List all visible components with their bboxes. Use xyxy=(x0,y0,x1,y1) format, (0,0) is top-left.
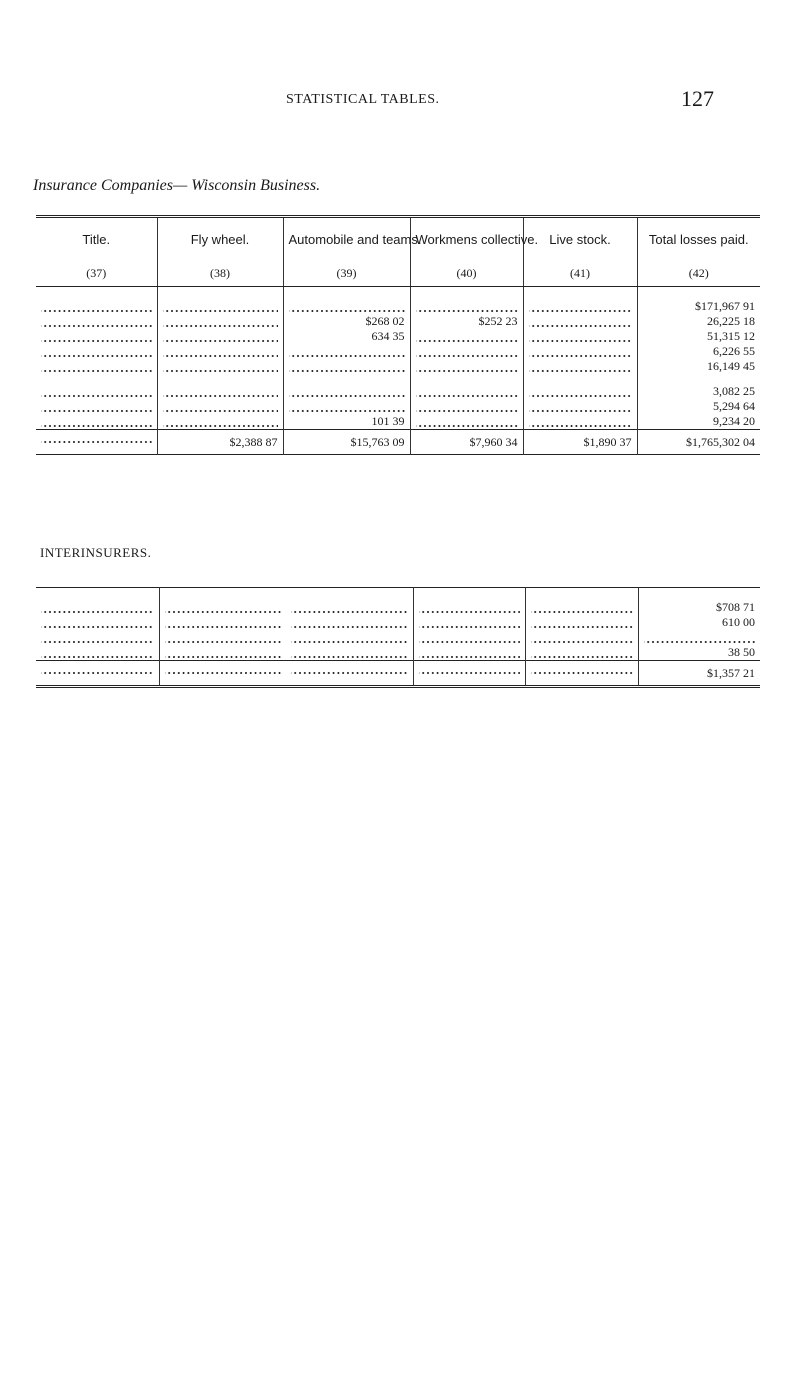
col-header-automobile: Automobile and teams. xyxy=(283,217,410,261)
totals-row xyxy=(36,430,760,455)
insurance-companies-table xyxy=(36,215,760,455)
table-row xyxy=(36,299,760,314)
col-number-41: (41) xyxy=(523,260,637,287)
col-number-38: (38) xyxy=(157,260,283,287)
section-title: INTERINSURERS. xyxy=(40,545,152,560)
total-cell: $708 71 xyxy=(638,600,760,615)
col-number-37: (37) xyxy=(36,260,157,287)
col-number-40: (40) xyxy=(410,260,523,287)
total-cell: 610 00 xyxy=(638,615,760,630)
total-cell: 5,294 64 xyxy=(637,399,760,414)
interinsurers-table xyxy=(36,587,760,688)
col-header-workmens: Workmens collective. xyxy=(410,217,523,261)
total-cell: 51,315 12 xyxy=(637,329,760,344)
col-number-39: (39) xyxy=(283,260,410,287)
total-workmens: $7,960 34 xyxy=(410,430,523,455)
automobile-cell: 634 35 xyxy=(283,329,410,344)
total-cell: 9,234 20 xyxy=(637,414,760,430)
total-cell: 3,082 25 xyxy=(637,384,760,399)
total-cell xyxy=(638,630,760,645)
col-header-total: Total losses paid. xyxy=(637,217,760,261)
table-row xyxy=(36,600,760,615)
automobile-cell: 101 39 xyxy=(283,414,410,430)
total-cell: 38 50 xyxy=(638,645,760,661)
col-header-fly-wheel: Fly wheel. xyxy=(157,217,283,261)
total-cell: 26,225 18 xyxy=(637,314,760,329)
workmens-cell: $252 23 xyxy=(410,314,523,329)
table-row xyxy=(36,359,760,374)
page-number: 127 xyxy=(681,86,714,111)
table-row xyxy=(36,329,760,344)
table-row xyxy=(36,399,760,414)
total-cell: 6,226 55 xyxy=(637,344,760,359)
table-row xyxy=(36,630,760,645)
total-cell: 16,149 45 xyxy=(637,359,760,374)
total-automobile: $15,763 09 xyxy=(283,430,410,455)
totals-row xyxy=(36,661,760,687)
total-live-stock: $1,890 37 xyxy=(523,430,637,455)
running-head: STATISTICAL TABLES. xyxy=(286,92,440,107)
col-header-title: Title. xyxy=(82,231,111,247)
table-row xyxy=(36,645,760,661)
total-losses-paid: $1,765,302 04 xyxy=(637,430,760,455)
table-row xyxy=(36,344,760,359)
table-row xyxy=(36,615,760,630)
total-fly-wheel: $2,388 87 xyxy=(157,430,283,455)
automobile-cell: $268 02 xyxy=(283,314,410,329)
total-cell: $171,967 91 xyxy=(637,299,760,314)
total-losses-paid: $1,357 21 xyxy=(638,661,760,687)
table-row xyxy=(36,384,760,399)
table-row xyxy=(36,414,760,430)
col-header-live-stock: Live stock. xyxy=(523,217,637,261)
table-row xyxy=(36,314,760,329)
col-number-42: (42) xyxy=(637,260,760,287)
table-caption: Insurance Companies— Wisconsin Business. xyxy=(33,177,321,194)
